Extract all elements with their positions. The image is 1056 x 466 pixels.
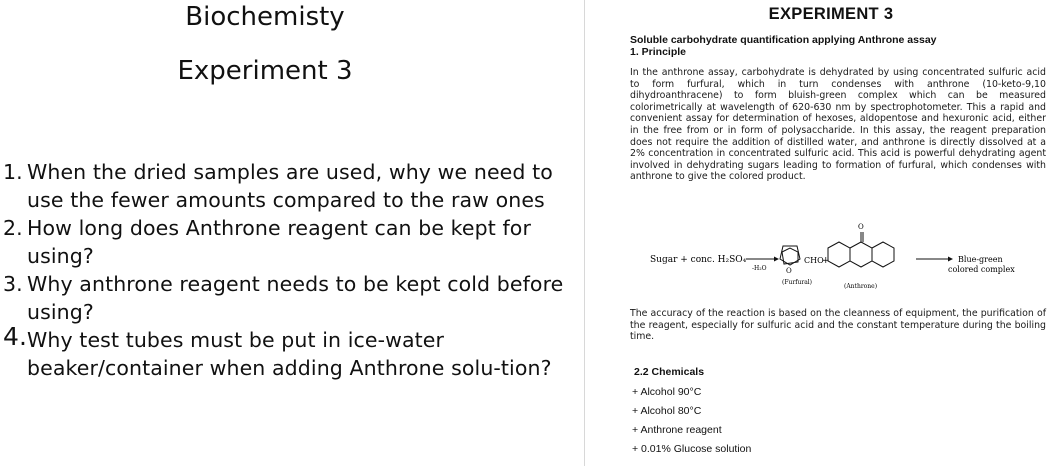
document-title: EXPERIMENT 3 xyxy=(768,5,894,23)
question-text: Why test tubes must be put in ice-water beaker/container when adding Anthrone solu-tion? xyxy=(27,328,552,380)
product-label-line1: Blue-green xyxy=(958,255,1003,264)
question-number: 2. xyxy=(3,216,23,240)
furfural-label: (Furfural) xyxy=(782,279,813,286)
question-list xyxy=(3,158,578,382)
chemical-item: + 0.01% Glucose solution xyxy=(632,443,752,455)
document-pane xyxy=(586,0,1056,466)
section-heading-principle: 1. Principle xyxy=(630,46,687,58)
question-item xyxy=(3,270,578,326)
question-text: When the dried samples are used, why we need to use the fewer amounts compared to the raw ones xyxy=(27,160,553,212)
question-number: 3. xyxy=(3,272,23,296)
anthrone-label: (Anthrone) xyxy=(844,283,878,290)
question-text: Why anthrone reagent needs to be kept cold before using? xyxy=(27,272,564,324)
section-heading-chemicals: 2.2 Chemicals xyxy=(634,366,705,378)
product-label-line2: colored complex xyxy=(948,265,1015,274)
chemicals-list xyxy=(632,386,751,462)
reactant-label: Sugar + conc. H₂SO₄ xyxy=(650,255,747,265)
chemical-item: + Alcohol 90°C xyxy=(632,386,702,398)
furfural-ring-oxygen: O xyxy=(786,267,792,275)
chemical-item: + Alcohol 80°C xyxy=(632,405,702,417)
accuracy-paragraph: The accuracy of the reaction is based on the cleanness of equipment, the purification of the reagent, especially for sulfuric acid and the constant temperature during the boiling time. xyxy=(630,308,1046,343)
document-subtitle: Soluble carbohydrate quantification applying Anthrone assay xyxy=(630,34,937,46)
question-item xyxy=(3,322,578,382)
principle-paragraph: In the anthrone assay, carbohydrate is dehydrated by using concentrated sulfuric acid to form furfural, which in turn condenses with anthrone (10-keto-9,10 dihydroanthracene) to form bluish-green complex which can be measured colorimetrically at wavelength of 620-630 nm by spectrophotometer. This a rapid and convenient assay for determination of hexoses, aldopentose and hexuronic acid, either in the free from or in form of polysaccharide. In this assay, the reagent preparation does not require the addition of distilled water, and anthrone is directly dissolved at a 2% concentration in concentrated sulfuric acid. This acid is powerful dehydrating agent involved in dehydrating sugars leading to formation of furfural, which condenses with anthrone to give the colored product. xyxy=(630,67,1046,183)
question-number: 4. xyxy=(3,322,28,351)
question-item xyxy=(3,158,578,214)
page-divider xyxy=(584,0,585,466)
question-text: How long does Anthrone reagent can be kept for using? xyxy=(27,216,531,268)
slide-title: Biochemisty xyxy=(185,2,345,32)
slide-subtitle: Experiment 3 xyxy=(177,56,353,86)
reaction-diagram xyxy=(626,218,1056,298)
cho-label: CHO xyxy=(804,256,824,265)
question-number: 1. xyxy=(3,160,23,184)
ketone-oxygen: O xyxy=(858,223,864,231)
question-item xyxy=(3,214,578,270)
plus-sign: + xyxy=(822,256,830,266)
chemical-item: + Anthrone reagent xyxy=(632,424,722,436)
arrow-label: -H₂O xyxy=(752,265,767,272)
